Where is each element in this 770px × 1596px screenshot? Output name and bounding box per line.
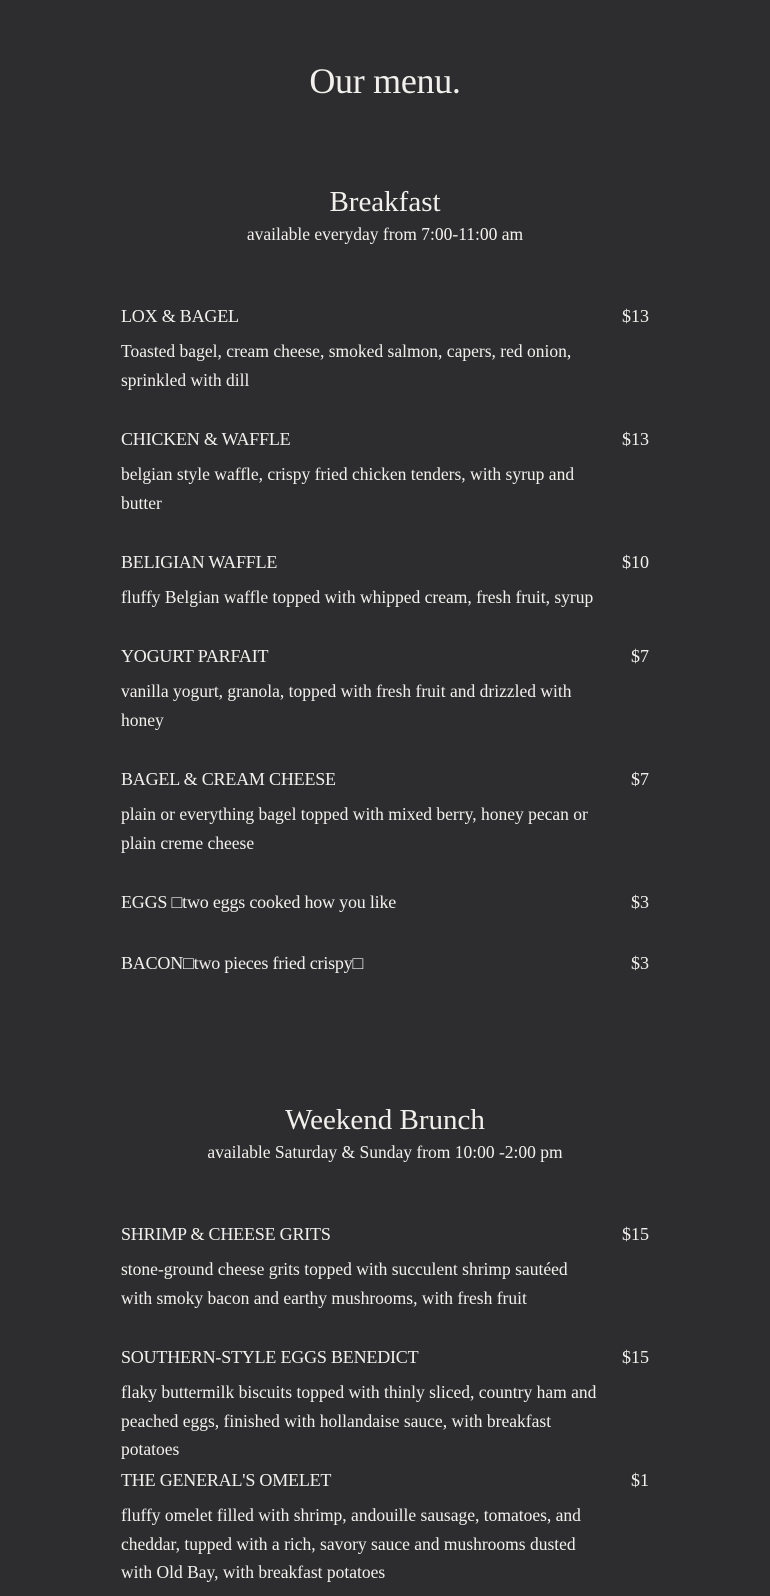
item-price: $10 <box>622 552 649 572</box>
item-price: $3 <box>631 953 649 973</box>
item-name: SOUTHERN-STYLE EGGS BENEDICT <box>121 1347 419 1367</box>
item-description: stone-ground cheese grits topped with succulent shrimp sautéed with smoky bacon and earthy mushrooms, with fresh fruit <box>121 1259 568 1308</box>
item-description: vanilla yogurt, granola, topped with fresh fruit and drizzled with honey <box>121 681 572 730</box>
item-price: $15 <box>622 1347 649 1367</box>
menu-item <box>121 552 649 612</box>
item-name: BELIGIAN WAFFLE <box>121 552 278 572</box>
item-description: flaky buttermilk biscuits topped with thinly sliced, country ham and peached eggs, finished with hollandaise sauce, with breakfast potatoes <box>121 1382 597 1459</box>
menu-item <box>121 953 649 979</box>
item-price: $7 <box>631 769 649 789</box>
item-name: YOGURT PARFAIT <box>121 646 269 666</box>
menu-item <box>121 1224 649 1312</box>
item-name: LOX & BAGEL <box>121 306 239 326</box>
item-description: fluffy Belgian waffle topped with whipped cream, fresh fruit, syrup <box>121 587 594 607</box>
section-subtitle-breakfast: available everyday from 7:00-11:00 am <box>246 224 524 244</box>
item-description: fluffy omelet filled with shrimp, andouille sausage, tomatoes, and cheddar, tupped with a rich, savory sauce and mushrooms dusted with Old Bay, with breakfast potatoes <box>121 1505 581 1582</box>
page-title: Our menu. <box>309 61 461 101</box>
item-price: $3 <box>631 892 649 912</box>
section-title-brunch: Weekend Brunch <box>285 1104 485 1136</box>
item-name: SHRIMP & CHEESE GRITS <box>121 1224 331 1244</box>
menu-item <box>121 892 649 918</box>
menu-item <box>121 1470 649 1587</box>
item-name: BAGEL & CREAM CHEESE <box>121 769 336 789</box>
item-name: THE GENERAL'S OMELET <box>121 1470 332 1490</box>
menu-item <box>121 646 649 734</box>
item-price: $1 <box>631 1470 649 1490</box>
menu-item <box>121 429 649 517</box>
item-name: BACON□two pieces fried crispy□ <box>121 953 364 973</box>
item-price: $7 <box>631 646 649 666</box>
item-name: CHICKEN & WAFFLE <box>121 429 291 449</box>
menu-item <box>121 1347 649 1464</box>
section-title-breakfast: Breakfast <box>329 186 441 218</box>
item-description: Toasted bagel, cream cheese, smoked salmon, capers, red onion, sprinkled with dill <box>121 341 572 390</box>
item-price: $13 <box>622 429 649 449</box>
item-description: belgian style waffle, crispy fried chicken tenders, with syrup and butter <box>121 464 575 513</box>
item-price: $15 <box>622 1224 649 1244</box>
menu-item <box>121 306 649 394</box>
item-price: $13 <box>622 306 649 326</box>
item-description: plain or everything bagel topped with mixed berry, honey pecan or plain creme cheese <box>121 804 588 853</box>
menu-item <box>121 769 649 857</box>
item-name: EGGS □two eggs cooked how you like <box>121 892 397 912</box>
section-subtitle-brunch: available Saturday & Sunday from 10:00 -2:00 pm <box>207 1142 563 1162</box>
